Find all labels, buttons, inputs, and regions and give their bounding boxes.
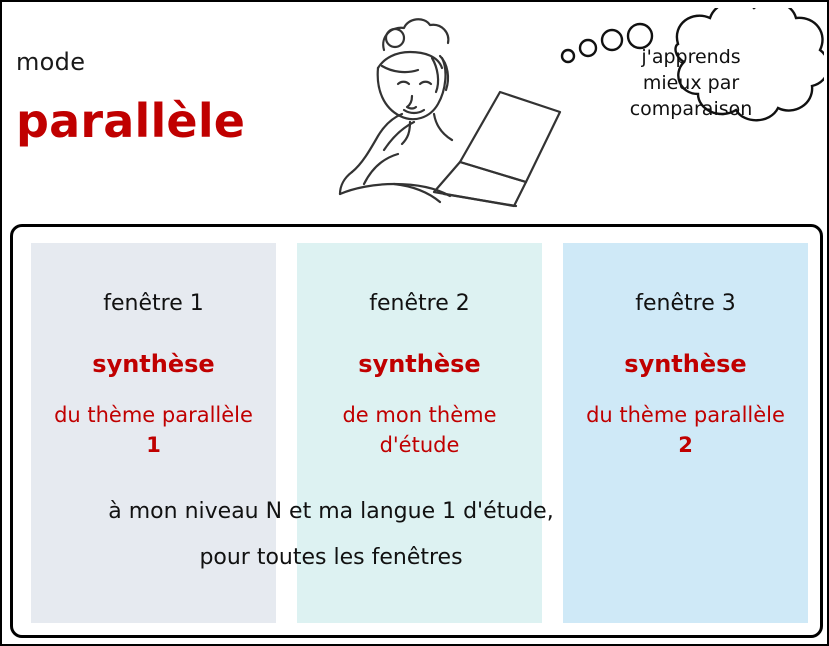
mode-label: mode	[16, 48, 86, 76]
person-with-laptop-icon	[264, 10, 564, 224]
window-1-subtitle-text: du thème parallèle	[54, 403, 253, 427]
window-2-subtitle-line-1: de mon thème	[342, 403, 497, 427]
footer-line-2: pour toutes les fenêtres	[199, 545, 463, 570]
windows-panel	[10, 224, 823, 638]
window-2-subtitle	[297, 400, 542, 460]
window-1-number: 1	[146, 433, 161, 457]
bubble-line-2: mieux par	[642, 72, 740, 94]
window-3-synthesis: synthèse	[624, 350, 747, 378]
window-3-number: 2	[678, 433, 693, 457]
window-2-header: fenêtre 2	[369, 291, 470, 316]
page-title: parallèle	[16, 94, 246, 148]
window-1-synthesis: synthèse	[92, 350, 215, 378]
window-3-subtitle	[563, 400, 808, 460]
window-3-subtitle-text: du thème parallèle	[586, 403, 785, 427]
window-1-subtitle	[31, 400, 276, 460]
window-1-header: fenêtre 1	[103, 291, 204, 316]
window-2-synthesis: synthèse	[358, 350, 481, 378]
bubble-line-1: j'apprends	[641, 46, 741, 68]
window-2-subtitle-line-2: d'étude	[379, 433, 460, 457]
bubble-line-3: comparaison	[629, 98, 753, 120]
footer-line-1: à mon niveau N et ma langue 1 d'étude,	[108, 499, 554, 524]
header	[2, 2, 829, 224]
window-3-header: fenêtre 3	[635, 291, 736, 316]
thought-bubble	[558, 8, 824, 158]
footer-note	[31, 489, 631, 581]
